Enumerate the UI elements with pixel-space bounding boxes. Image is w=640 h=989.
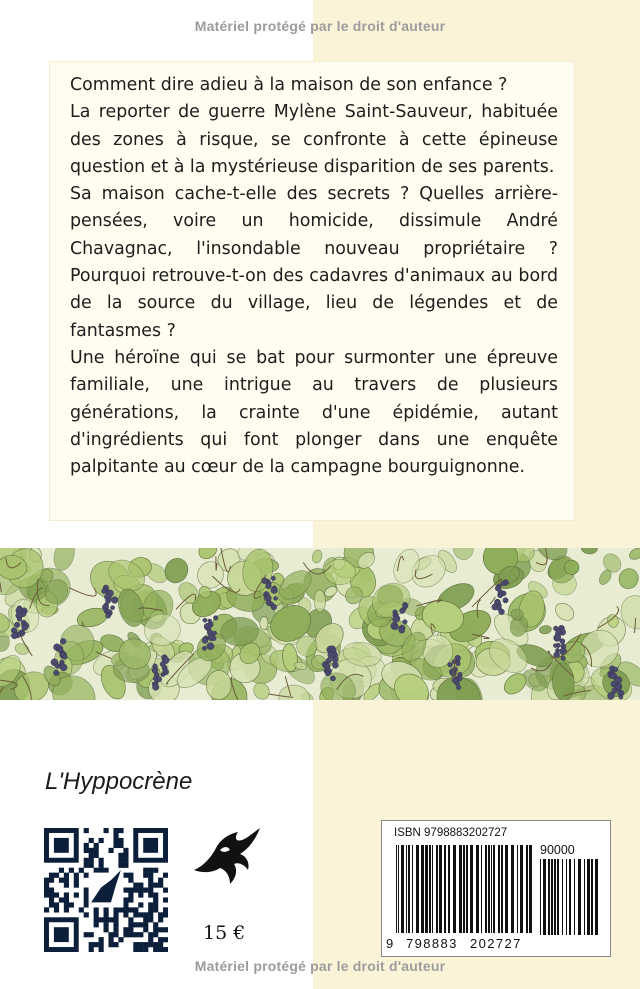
grape — [561, 656, 566, 661]
vine-leaf — [616, 566, 640, 592]
barcode-digits-group-1: 798883 — [406, 936, 458, 951]
grape — [202, 646, 206, 650]
grape — [14, 622, 20, 628]
grape — [63, 655, 68, 660]
publisher-name: L'Hyppocrène — [45, 768, 193, 795]
grape — [271, 604, 277, 610]
grape — [400, 608, 406, 614]
grape — [60, 638, 66, 644]
back-cover-blurb — [70, 72, 558, 481]
grape — [399, 627, 405, 633]
vine-leaf — [311, 549, 324, 564]
blurb-paragraph-4: Une héroïne qui se bat pour surmonter une épreuve familiale, une intrigue au travers de plusieurs générations, la crainte d'une épidémie, autant d'ingrédients qui font plonger dans une enquête palpitante au cœur de la campagne bourguignonne. — [70, 347, 558, 478]
grape — [403, 620, 408, 625]
grape — [271, 576, 275, 580]
vineyard-drawing — [0, 548, 640, 700]
qr-code-icon — [44, 828, 168, 952]
grape — [111, 597, 118, 604]
grape — [60, 664, 67, 671]
copyright-watermark-bottom: Matériel protégé par le droit d'auteur — [194, 958, 446, 974]
vine-leaf — [539, 625, 552, 635]
grape — [325, 670, 331, 676]
grape — [448, 662, 453, 667]
grape — [202, 638, 208, 644]
grape — [456, 685, 461, 690]
copyright-watermark-top: Matériel protégé par le droit d'auteur — [194, 18, 446, 34]
grape — [54, 670, 60, 676]
grape — [17, 617, 22, 622]
grape — [106, 613, 111, 618]
grape — [22, 625, 28, 631]
grape — [153, 676, 157, 680]
vine-leaf — [453, 548, 474, 560]
vineyard-illustration — [0, 548, 640, 700]
grape — [266, 583, 272, 589]
vine-leaf — [277, 684, 310, 700]
grape — [619, 695, 623, 699]
barcode-digits-group-2: 202727 — [470, 936, 522, 951]
blurb-paragraph-2: La reporter de guerre Mylène Saint-Sauveur, habituée des zones à risque, se confronte à cette épineuse question et à la mystérieuse disparition de ses parents. — [70, 102, 558, 177]
blurb-paragraph-3: Sa maison cache-t-elle des secrets ? Quelles arrière-pensées, voire un homicide, dissimule André Chavagnac, l'insondable nouveau propriétaire ? Pourquoi retrouve-t-on des cadavres d'animaux au bord de la source du village, lieu de légendes et de fantasmes ? — [70, 184, 558, 341]
isbn-number-label: ISBN 9798883202727 — [394, 827, 508, 839]
grape — [560, 648, 567, 655]
vine-leaf — [251, 680, 273, 700]
vine-leaf — [552, 600, 577, 624]
isbn-barcode — [381, 820, 611, 957]
blurb-paragraph-1: Comment dire adieu à la maison de son enfance ? — [70, 75, 508, 95]
grape — [456, 662, 460, 666]
grape — [213, 616, 218, 621]
vine-leaf — [314, 590, 326, 612]
ean13-bars — [396, 845, 536, 937]
grape — [503, 598, 508, 603]
grape — [207, 643, 214, 650]
grape — [554, 634, 561, 641]
price-label: 15 € — [203, 922, 246, 944]
grape — [332, 656, 338, 662]
grape — [608, 692, 615, 699]
grape — [102, 589, 107, 594]
grape — [394, 625, 399, 630]
grape — [499, 609, 505, 615]
grape — [332, 662, 338, 668]
addon-bars — [540, 859, 600, 935]
grape — [161, 673, 165, 677]
vine-stem — [69, 588, 96, 596]
grape — [271, 587, 278, 594]
vine-stem — [216, 556, 217, 570]
vine-leaf — [260, 617, 268, 630]
grape — [498, 593, 503, 598]
pegasus-icon — [190, 826, 262, 886]
grape — [274, 596, 278, 600]
vine-leaf — [161, 554, 192, 586]
grape — [393, 616, 400, 623]
vine-stem — [490, 597, 495, 604]
grape — [501, 581, 506, 586]
grape — [613, 667, 618, 672]
grape — [203, 618, 207, 622]
vine-leaf — [628, 548, 640, 562]
vine-leaf — [581, 548, 598, 554]
barcode-price-code: 90000 — [540, 843, 575, 857]
grape — [11, 633, 17, 639]
grape — [553, 644, 557, 648]
grape — [212, 636, 217, 641]
grape — [152, 684, 159, 691]
barcode-digit-first: 9 — [386, 936, 394, 951]
grape — [111, 606, 115, 610]
grape — [560, 639, 565, 644]
grape — [330, 676, 335, 681]
